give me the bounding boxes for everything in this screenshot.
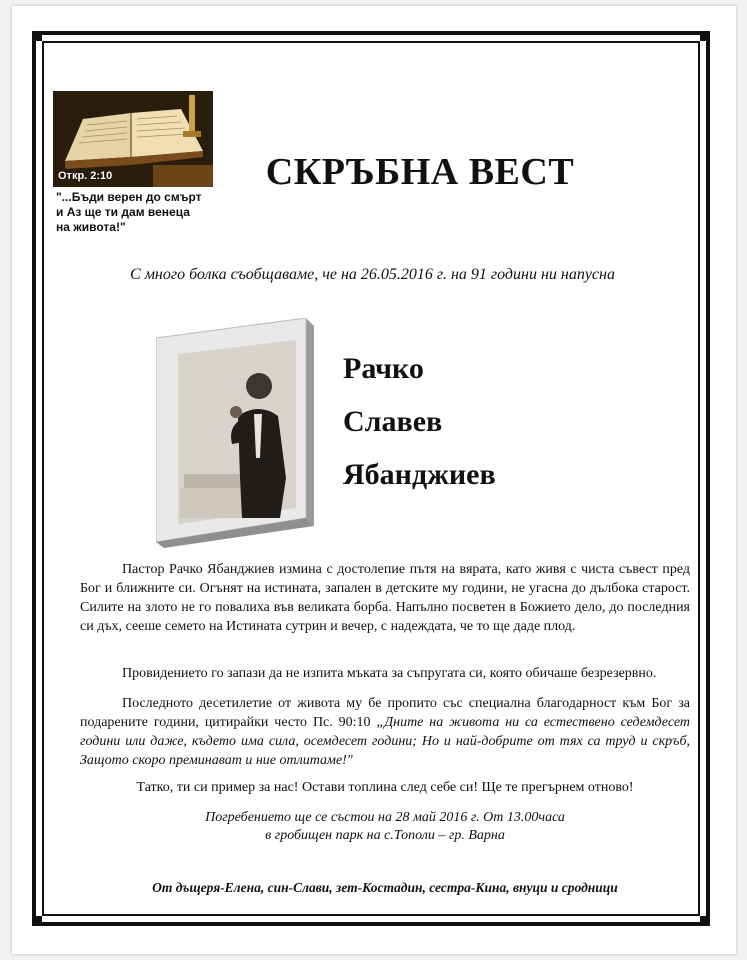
verse-line: и Аз ще ти дам венеца [56, 205, 190, 219]
verse-line: на живота!" [56, 220, 126, 234]
farewell-line: Татко, ти си пример за нас! Остави топлина след себе си! Ще те прегърнем отново! [136, 780, 634, 795]
tribute-paragraph-text: Пастор Рачко Ябанджиев измина с достолепие пътя на вярата, като живя с чиста съвест пред Бог и ближните си. Огънят на истината, запален в детските му години, не угасна до дълбока старост. Силите на злото не го повалиха във великата борба. Напълно посветен в Божието дело, до последния си дъх, сееше семето на Истината сутрин и вечер, с надеждата, че то ще даде плод. [80, 562, 690, 634]
funeral-time: Погребението ще се състои на 28 май 2016 г. От 13.00часа [205, 810, 565, 825]
providence-paragraph [80, 664, 690, 683]
page-title: СКРЪБНА ВЕСТ [265, 151, 575, 193]
tribute-paragraph [80, 560, 690, 636]
frame-corner [700, 31, 710, 41]
deceased-middle-name: Славев [343, 405, 443, 438]
providence-paragraph-text: Провидението го запази да не изпита мъката за съпругата си, която обичаше безрезервно. [122, 666, 657, 681]
funeral-place: в гробищен парк на с.Тополи – гр. Варна [265, 828, 505, 843]
frame-corner [32, 916, 42, 926]
portrait-photo-frame [156, 318, 314, 548]
gratitude-paragraph-text: Последното десетилетие от живота му бе пропито със специална благодарност към Бог за подарените години, цитирайки често Пс. 90:10 [80, 696, 690, 730]
verse-line: "...Бъди верен до смърт [56, 190, 202, 204]
frame-corner [700, 916, 710, 926]
frame-corner [32, 31, 42, 41]
family-signature: От дъщеря-Елена, син-Слави, зет-Костадин, сестра-Кина, внуци и сродници [152, 880, 618, 895]
psalm-quote: „Дните на живота ни са естествено седемдесет години или даже, където има сила, осемдесет години; Но и най-добрите от тях са труд и скръб, Защото скоро преминават и ние отлитаме!" [80, 715, 691, 768]
deceased-first-name: Рачко [343, 352, 424, 385]
gratitude-paragraph [80, 694, 690, 770]
verse-reference: Откр. 2:10 [58, 170, 113, 182]
deceased-last-name: Ябанджиев [343, 458, 496, 491]
verse-quote [56, 190, 226, 235]
death-announcement: С много болка съобщаваме, че на 26.05.2016 г. на 91 години ни напусна [130, 266, 615, 283]
